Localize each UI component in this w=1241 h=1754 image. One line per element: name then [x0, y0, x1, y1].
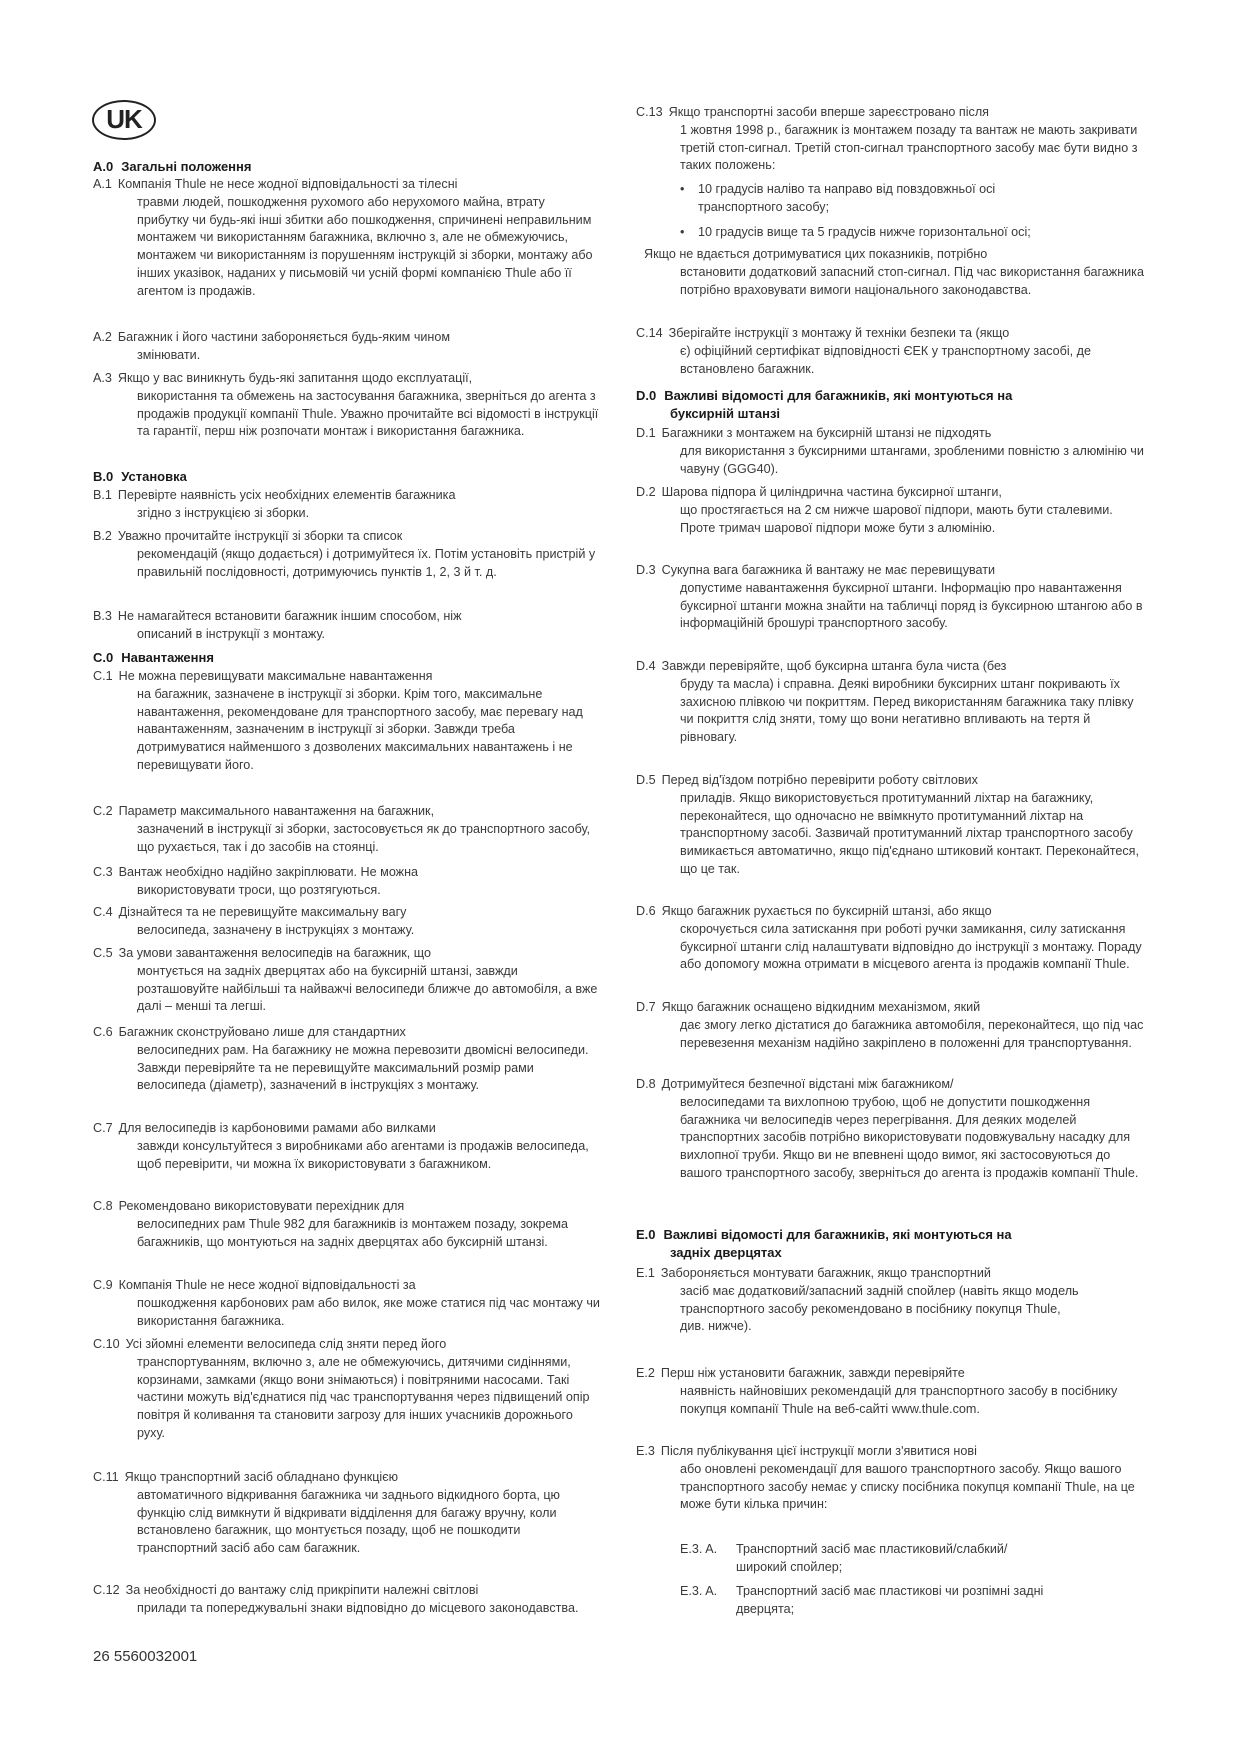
clause-c14: C.14 Зберігайте інструкції з монтажу й техніки безпеки та (якщо є) офіційний сертифікат відповідності ЄЕК у транспортному засобі, де встановлено багажник. [636, 326, 1092, 376]
clause-c9: C.9 Компанія Thule не несе жодної відповідальності за пошкодження карбонових рам або вилок, яке може статися під час монтажу чи використання багажника. [93, 1278, 600, 1328]
clause-d4: D.4 Завжди перевіряйте, щоб буксирна штанга була чиста (без бруду та масла) і справна. Деякі виробники буксирних штанг покривають їх захисною плівкою чи покриттям. Перед використанням багажника таку плівку чи покриття слід зняти, тому що вони негативно впливають на тертя й рівновагу. [636, 659, 1134, 745]
clause-d7: D.7 Якщо багажник оснащено відкидним механізмом, який дає змогу легко дістатися до багажника автомобіля, переконайтеся, що під час перевезення механізм надійно закріплено в положенні для транспортування. [636, 1000, 1144, 1050]
clause-c4: C.4 Дізнайтеся та не перевищуйте максимальну вагу велосипеда, зазначену в інструкціях з монтажу. [93, 905, 415, 937]
clause-c13: C.13 Якщо транспортні засоби вперше зареєстровано після 1 жовтня 1998 р., багажник із монтажем позаду та вантаж не мають закривати третій стоп-сигнал. Третій стоп-сигнал транспортного засобу має бути видно з таких положень: [636, 105, 1138, 173]
section-heading-a: A.0 Загальні положення [93, 159, 252, 174]
bullet-item: • 10 градусів вище та 5 градусів нижче горизонтальної осі; [680, 225, 1031, 239]
section-heading-b: B.0 Установка [93, 469, 187, 484]
clause-b3: B.3 Не намагайтеся встановити багажник іншим способом, ніж описаний в інструкції з монтажу. [93, 609, 462, 641]
clause-e3: E.3 Після публікування цієї інструкції могли з'явитися нові або оновлені рекомендації для вашого транспортного засобу. Якщо вашого транспортного засобу немає у списку посібника покупця компанії Thule, на це може бути кілька причин: [636, 1444, 1135, 1512]
language-badge: UK [92, 100, 156, 140]
clause-c12: C.12 За необхідності до вантажу слід прикріпити належні світлові прилади та попереджувальні знаки відповідно до місцевого законодавства. [93, 1583, 579, 1615]
clause-d8: D.8 Дотримуйтеся безпечної відстані між багажником/ велосипедами та вихлопною трубою, щоб не допустити пошкодження багажника чи велосипедів через перегрівання. Для деяких моделей транспортних засобів потрібно використовувати подовжувальну насадку для вихлопної труби. Якщо ви не впевнені щодо вимог, які застосовуються до вашого транспортного засобу, зверніться до агента із продажів компанії Thule. [636, 1077, 1139, 1180]
sub-clause-item: E.3. A. Транспортний засіб має пластиковий/слабкий/ широкий спойлер; [680, 1542, 1008, 1574]
clause-c7: C.7 Для велосипедів із карбоновими рамами або вилками завжди консультуйтеся з виробниками або агентами із продажів велосипеда, щоб перевірити, чи можна їх використовувати з багажником. [93, 1121, 589, 1171]
clause-c8: C.8 Рекомендовано використовувати перехідник для велосипедних рам Thule 982 для багажників із монтажем позаду, зокрема багажників, що монтуються на задніх дверцятах або буксирній штанзі. [93, 1199, 569, 1249]
clause-d5: D.5 Перед від'їздом потрібно перевірити роботу світлових приладів. Якщо використовується протитуманний ліхтар на багажнику, переконайтеся, що одночасно не ввімкнуто протитуманний ліхтар на транспортному засобі. Зазвичай протитуманний ліхтар транспортного засобу вимикається автоматично, якщо під'єднано штиковий контакт. Переконайтеся, що це так. [636, 773, 1139, 876]
section-heading-d: D.0 Важливі відомості для багажників, які монтуються на буксирній штанзі [636, 388, 1013, 421]
clause-a1: A.1 Компанія Thule не несе жодної відповідальності за тілесні травми людей, пошкодження рухомого або нерухомого майна, втрату прибутку чи будь-які інші збитки або пошкодження, спричинені неправильним монтажем чи використанням багажника, включно з, але не обмежуючись, монтажем чи використанням із порушенням інструкцій зі зборки, монтажу або інших указівок, наданих у письмовій чи усній формі компанією Thule або її агентом із продажів. [93, 177, 593, 298]
clause-a2: A.2 Багажник і його частини забороняється будь-яким чином змінювати. [93, 330, 451, 362]
page-footer: 26 5560032001 [93, 1648, 198, 1665]
clause-a3: A.3 Якщо у вас виникнуть будь-які запитання щодо експлуатації, використання та обмежень на застосування багажника, зверніться до агента з продажів продукції компанії Thule. Уважно прочитайте всі відомості в інструкції та гарантії, перш ніж розпочати монтаж і використання багажника. [93, 371, 599, 439]
clause-e2: E.2 Перш ніж установити багажник, завжди перевіряйте наявність найновіших рекомендацій для транспортного засобу в посібнику покупця компанії Thule на веб-сайті www.thule.com. [636, 1366, 1118, 1416]
clause-d1: D.1 Багажники з монтажем на буксирній штанзі не підходять для використання з буксирними штангами, зробленими повністю з алюмінію чи чавуну (GGG40). [636, 426, 1144, 476]
clause-c10: C.10 Усі зйомні елементи велосипеда слід зняти перед його транспортуванням, включно з, але не обмежуючись, дитячими сидіннями, корзинами, замками (якщо вони знімаються) і повітряними насосами. Такі частини можуть від'єднатися під час транспортування через підвищений опір повітря й коливання та становити загрозу для інших учасників дорожнього руху. [93, 1337, 590, 1440]
clause-d3: D.3 Сукупна вага багажника й вантажу не має перевищувати допустиме навантаження буксирної штанги. Інформацію про навантаження буксирної штанги можна знайти на табличці поряд із буксирною штангою або в інформаційній брошурі транспортного засобу. [636, 563, 1143, 631]
sub-clause-item: E.3. A. Транспортний засіб має пластикові чи розпімні задні дверцята; [680, 1584, 1044, 1616]
clause-c13-note: Якщо не вдається дотримуватися цих показників, потрібно встановити додатковий запасний стоп-сигнал. Під час використання багажника потрібно враховувати вимоги національного законодавства. [644, 247, 1144, 297]
section-heading-e: E.0 Важливі відомості для багажників, які монтуються на задніх дверцятах [636, 1227, 1012, 1260]
section-heading-c: C.0 Навантаження [93, 650, 214, 665]
clause-d2: D.2 Шарова підпора й циліндрична частина буксирної штанги, що простягається на 2 см нижче шарової підпори, мають бути сталевими. Проте тримач шарової підпори може бути з алюмінію. [636, 485, 1113, 535]
clause-b2: B.2 Уважно прочитайте інструкції зі зборки та список рекомендацій (якщо додається) і дотримуйтеся їх. Потім установіть пристрій у правильній послідовності, дотримуючись пунктів 1, 2, 3 й т. д. [93, 529, 596, 579]
clause-c1: C.1 Не можна перевищувати максимальне навантаження на багажник, зазначене в інструкції зі зборки. Крім того, максимальне навантаження, рекомендоване для транспортного засобу, має перевагу над навантаженням, зазначеним в інструкції зі зборки. Завжди треба дотримуватися найменшого з дозволених максимальних навантажень і не перевищувати його. [93, 669, 583, 772]
clause-b1: B.1 Перевірте наявність усіх необхідних елементів багажника згідно з інструкцією зі зборки. [93, 488, 456, 520]
clause-c3: C.3 Вантаж необхідно надійно закріплювати. Не можна використовувати троси, що розтягуються. [93, 865, 419, 897]
clause-c11: C.11 Якщо транспортний засіб обладнано функцією автоматичного відкривання багажника чи заднього відкидного борта, цю функцію слід вимкнути й відкривати відділення для багажу вручну, коли встановлено багажник, що монтується позаду, щоб не пошкодити транспортний засіб або сам багажник. [93, 1470, 560, 1556]
bullet-item: • 10 градусів наліво та направо від повздовжньої осі транспортного засобу; [680, 182, 996, 214]
clause-e1: E.1 Забороняється монтувати багажник, якщо транспортний засіб має додатковий/запасний задній спойлер (навіть якщо модель транспортного засобу рекомендовано в посібнику покупця Thule, див. нижче). [636, 1266, 1079, 1334]
clause-c6: C.6 Багажник сконструйовано лише для стандартних велосипедних рам. На багажнику не можна перевозити двомісні велосипеди. Завжди перевіряйте та не перевищуйте максимальний розмір рами велосипеда (діаметр), зазначений в інструкціях з монтажу. [93, 1025, 589, 1093]
clause-d6: D.6 Якщо багажник рухається по буксирній штанзі, або якщо скорочується сила затискання при роботі ручки замикання, силу затискання буксирної штанги слід налаштувати відповідно до інструкції з монтажу. Пораду або допомогу можна отримати в місцевого агента із продажів компанії Thule. [636, 904, 1142, 972]
clause-c5: C.5 За умови завантаження велосипедів на багажник, що монтується на задніх дверцятах або на буксирній штанзі, завжди розташовуйте найбільші та найважчі велосипеди ближче до автомобіля, а вже далі – менші та легші. [93, 946, 598, 1014]
clause-c2: C.2 Параметр максимального навантаження на багажник, зазначений в інструкції зі зборки, застосовується як до транспортного засобу, що рухається, так і до засобів на стоянці. [93, 804, 591, 854]
